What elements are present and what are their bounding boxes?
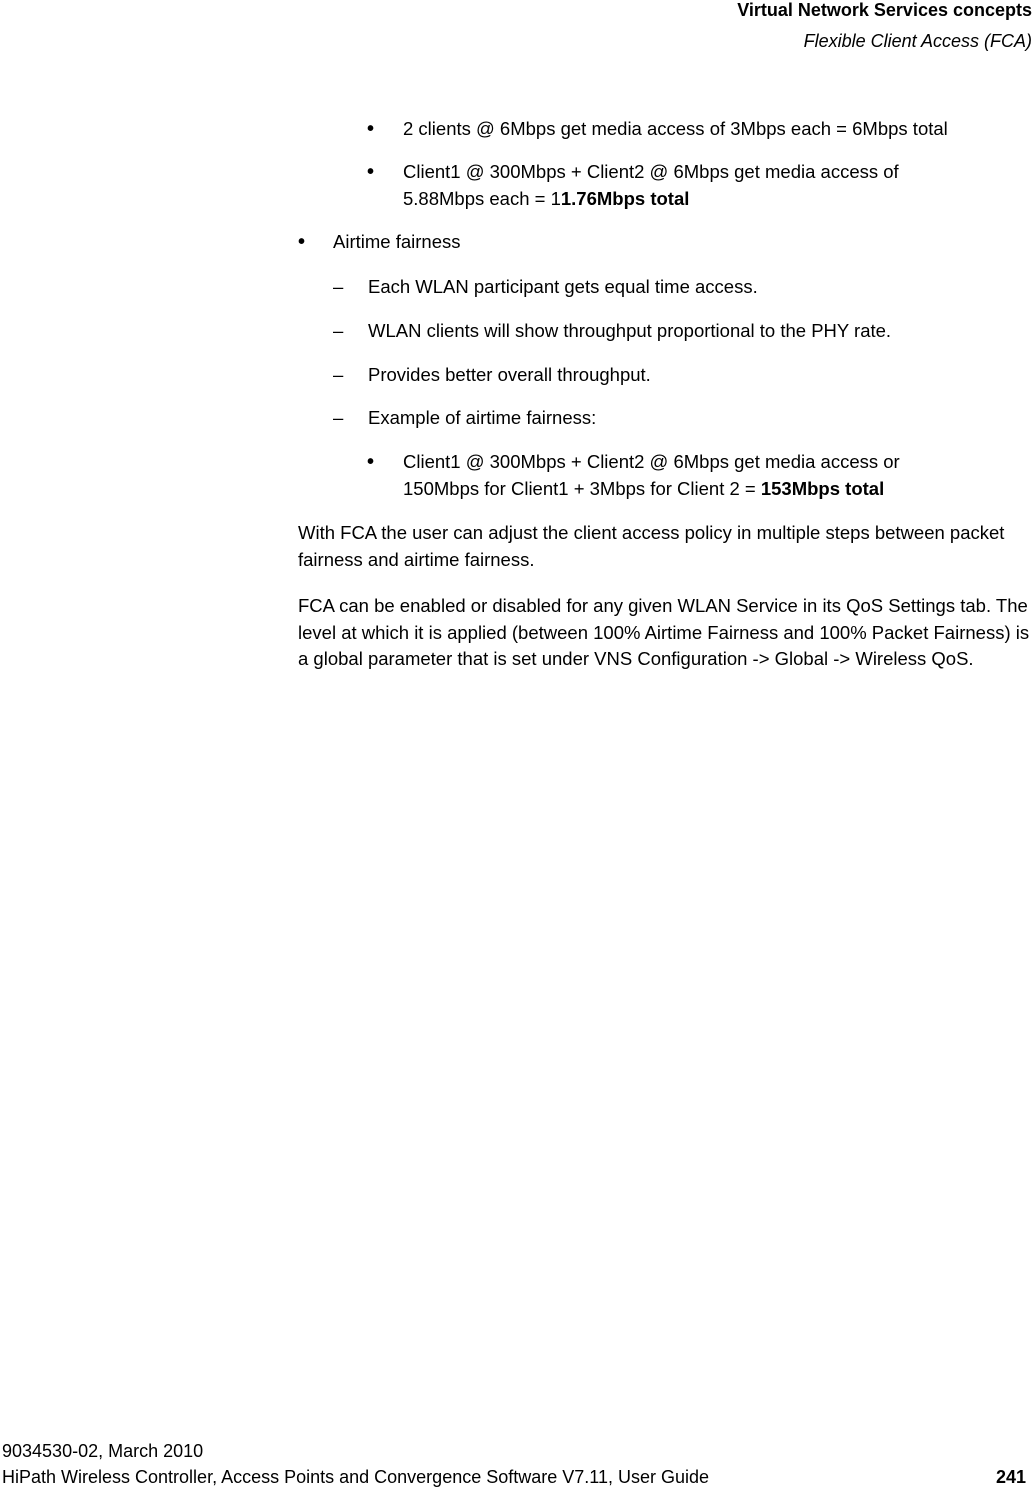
bullet-marker: •: [367, 118, 375, 140]
airtime-example-line1: Client1 @ 300Mbps + Client2 @ 6Mbps get media access or: [403, 451, 900, 472]
bullet-marker: •: [367, 161, 375, 183]
section-title: Flexible Client Access (FCA): [803, 31, 1032, 51]
airtime-item-3: Provides better overall throughput.: [368, 364, 651, 385]
airtime-example-prefix: 150Mbps for Client1 + 3Mbps for Client 2 =: [403, 478, 761, 499]
footer-guide-title: HiPath Wireless Controller, Access Points and Convergence Software V7.11, User Guide: [2, 1467, 710, 1487]
dash-marker: –: [333, 276, 344, 297]
bullet-marker: •: [298, 231, 306, 253]
dash-marker: –: [333, 407, 344, 428]
airtime-item-2: WLAN clients will show throughput proportional to the PHY rate.: [368, 320, 892, 341]
footer-doc-id: 9034530-02, March 2010: [2, 1441, 204, 1461]
paragraph-fca-policy: With FCA the user can adjust the client access policy in multiple steps between packet fairness and airtime fairness.: [298, 522, 1005, 570]
dash-marker: –: [333, 364, 344, 385]
airtime-item-1: Each WLAN participant gets equal time access.: [368, 276, 758, 297]
dash-marker: –: [333, 320, 344, 341]
packet-example-2-total: 1.76Mbps total: [560, 188, 690, 209]
bullet-marker: •: [367, 451, 375, 473]
packet-example-2-line1: Client1 @ 300Mbps + Client2 @ 6Mbps get media access of: [403, 161, 899, 182]
packet-example-1: 2 clients @ 6Mbps get media access of 3Mbps each = 6Mbps total: [403, 118, 948, 139]
airtime-example-line2: [403, 476, 884, 502]
airtime-fairness-label: Airtime fairness: [333, 231, 461, 252]
paragraph-fca-config: FCA can be enabled or disabled for any given WLAN Service in its QoS Settings tab. The level at which it is applied (between 100% Airtime Fairness and 100% Packet Fairness) is a global parameter that is set under VNS Configuration -> Global -> Wireless QoS.: [298, 595, 1030, 669]
packet-example-2-prefix: 5.88Mbps each = 1: [403, 188, 561, 209]
packet-example-2-line2: [403, 186, 689, 212]
airtime-example-total: 153Mbps total: [760, 478, 885, 499]
chapter-title: Virtual Network Services concepts: [737, 0, 1032, 20]
airtime-item-4: Example of airtime fairness:: [368, 407, 597, 428]
page-number: 241: [995, 1467, 1026, 1487]
